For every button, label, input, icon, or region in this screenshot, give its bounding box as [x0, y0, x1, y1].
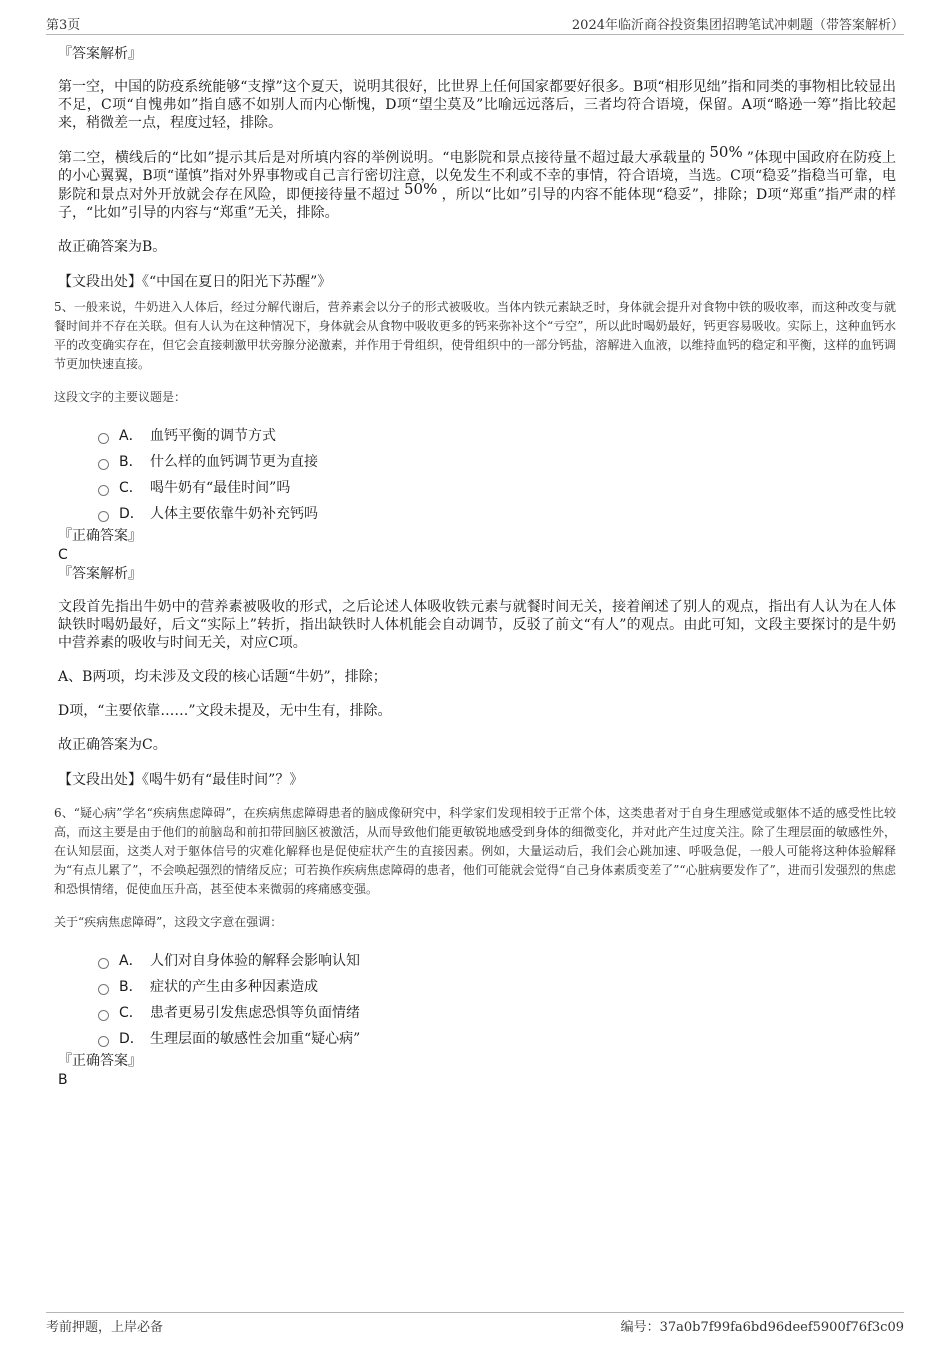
percent-value: 50%	[709, 143, 743, 161]
source-label: 【文段出处】	[58, 772, 142, 788]
q5-option-b[interactable]	[98, 448, 896, 474]
page-number: 第3页	[46, 18, 81, 33]
q6-option-c[interactable]	[98, 999, 896, 1025]
option-text: 血钙平衡的调节方式	[150, 428, 276, 444]
q6-options	[98, 947, 896, 1051]
q6-option-d[interactable]	[98, 1025, 896, 1051]
option-letter: B．	[119, 979, 143, 995]
percent-value: 50%	[404, 180, 438, 198]
q6-option-a[interactable]	[98, 947, 896, 973]
q5-conclusion: 故正确答案为C。	[58, 737, 167, 753]
page-header	[46, 14, 904, 35]
option-letter: C．	[119, 480, 143, 496]
q5-analysis-paragraph-3: D项，“主要依靠……”文段未提及，无中生有，排除。	[58, 703, 392, 719]
correct-answer-label: 『正确答案』	[58, 1053, 142, 1069]
option-text: 喝牛奶有“最佳时间”吗	[150, 480, 291, 496]
q6-prompt: 关于“疾病焦虑障碍”，这段文字意在强调：	[54, 915, 283, 929]
radio-button[interactable]	[98, 984, 109, 995]
source-label: 【文段出处】	[58, 274, 142, 290]
radio-button[interactable]	[98, 485, 109, 496]
q5-source	[58, 770, 896, 790]
option-text: 生理层面的敏感性会加重“疑心病”	[150, 1031, 361, 1047]
footer-slogan: 考前押题，上岸必备	[46, 1320, 164, 1335]
q6-question-text: 6、“疑心病”学名“疾病焦虑障碍”，在疾病焦虑障碍患者的脑成像研究中，科学家们发现相较于正常个体，这类患者对于自身生理感觉或躯体不适的感受性比较高，而这主要是由于他们的前脑岛和前扣带回脑区被激活，从而导致他们能更敏锐地感受到身体的细微变化，并对此产生过度关注。除了生理层面的敏感性外，在认知层面，这类人对于躯体信号的灾难化解释也是促使症状产生的直接因素。例如，大量运动后，我们会心跳加速、呼吸急促，一般人可能将这种体验解释为“有点儿累了”，不会唤起强烈的情绪反应；可若换作疾病焦虑障碍的患者，他们可能就会觉得“自己身体素质变差了”“心脏病要发作了”，进而引发强烈的焦虑和恐惧情绪，促使血压升高，甚至使本来微弱的疼痛感变强。	[54, 806, 896, 896]
q4-analysis-paragraph-1: 第一空，中国的防疫系统能够“支撑”这个夏天，说明其很好，比世界上任何国家都要好很多。B项“相形见绌”指和同类的事物相比较显出不足，C项“自愧弗如”指自感不如别人而内心惭愧，D项“望尘莫及”比喻远远落后，三者均符合语境，保留。A项“略逊一筹”指比较起来，稍微差一点，程度过轻，排除。	[58, 79, 896, 131]
source-title: 《“中国在夏日的阳光下苏醒”》	[142, 274, 332, 290]
q4-analysis-paragraph-2	[58, 143, 897, 222]
option-text: 什么样的血钙调节更为直接	[150, 454, 318, 470]
radio-button[interactable]	[98, 1010, 109, 1021]
option-text: 人们对自身体验的解释会影响认知	[150, 953, 360, 969]
q5-answer: C	[58, 547, 68, 563]
option-letter: D．	[119, 506, 144, 522]
q5-question-text: 5、一般来说，牛奶进入人体后，经过分解代谢后，营养素会以分子的形式被吸收。当体内铁元素缺乏时，身体就会提升对食物中铁的吸收率，而这种改变与就餐时间并不存在关联。但有人认为在这种情况下，身体就会从食物中吸收更多的钙来弥补这个“亏空”，所以此时喝奶最好，钙更容易吸收。实际上，这种血钙水平的改变确实存在，但它会直接刺激甲状旁腺分泌激素，并作用于骨组织，使骨组织中的一部分钙盐，溶解进入血液，以维持血钙的稳定和平衡，这样的血钙调节更加快速直接。	[54, 300, 896, 371]
q4-source	[58, 272, 896, 292]
q5-analysis-paragraph-1: 文段首先指出牛奶中的营养素被吸收的形式，之后论述人体吸收铁元素与就餐时间无关，接着阐述了别人的观点，指出有人认为在人体缺铁时喝奶最好，后文“实际上”转折，指出缺铁时人体机能会自动调节，反驳了前文“有人”的观点。由此可知，文段主要探讨的是牛奶中营养素的吸收与时间无关，对应C项。	[58, 599, 896, 651]
radio-button[interactable]	[98, 459, 109, 470]
document-code: 编号：37a0b7f99fa6bd96deef5900f76f3c09	[620, 1320, 904, 1335]
analysis-label: 『答案解析』	[58, 46, 142, 62]
option-letter: B．	[119, 454, 143, 470]
option-letter: A．	[119, 428, 143, 444]
radio-button[interactable]	[98, 958, 109, 969]
option-text: 人体主要依靠牛奶补充钙吗	[150, 506, 318, 522]
q5-prompt: 这段文字的主要议题是：	[54, 390, 187, 404]
correct-answer-label: 『正确答案』	[58, 528, 142, 544]
q5-analysis-paragraph-2: A、B两项，均未涉及文段的核心话题“牛奶”，排除；	[58, 669, 387, 685]
option-letter: C．	[119, 1005, 143, 1021]
option-letter: A．	[119, 953, 143, 969]
option-text: 症状的产生由多种因素造成	[150, 979, 318, 995]
page-footer	[46, 1312, 904, 1336]
q6-answer: B	[58, 1072, 68, 1088]
radio-button[interactable]	[98, 1036, 109, 1047]
q5-options	[98, 422, 896, 526]
page-content	[56, 44, 896, 1089]
q4-para2-part-a: 第二空，横线后的“比如”提示其后是对所填内容的举例说明。“电影院和景点接待量不超过最大承载量的	[58, 150, 706, 166]
radio-button[interactable]	[98, 433, 109, 444]
q4-para2-part-c: ，所以“比如”引导的内容不能体现“稳妥”，排除；D项“郑重”指严肃的样子，“比如”引导的内容与“郑重”无关，排除。	[58, 187, 897, 221]
q4-conclusion: 故正确答案为B。	[58, 239, 167, 255]
q6-option-b[interactable]	[98, 973, 896, 999]
option-letter: D．	[119, 1031, 144, 1047]
q5-option-d[interactable]	[98, 500, 896, 526]
analysis-label: 『答案解析』	[58, 566, 142, 582]
document-title: 2024年临沂商谷投资集团招聘笔试冲刺题（带答案解析）	[571, 18, 904, 33]
radio-button[interactable]	[98, 511, 109, 522]
option-text: 患者更易引发焦虑恐惧等负面情绪	[150, 1005, 360, 1021]
q4-para2-part-b: ”体现中国政府在防疫上的小心翼翼，B项“谨慎”指对外界事物或自己言行密切注意，以免发生不利或不幸的事情，符合语境，当选。C项“稳妥”指稳当可靠，电影院和景点对外开放就会存在风险，即便接待量不超过	[58, 150, 896, 203]
source-title: 《喝牛奶有“最佳时间”？》	[142, 772, 304, 788]
q5-option-c[interactable]	[98, 474, 896, 500]
q5-option-a[interactable]	[98, 422, 896, 448]
